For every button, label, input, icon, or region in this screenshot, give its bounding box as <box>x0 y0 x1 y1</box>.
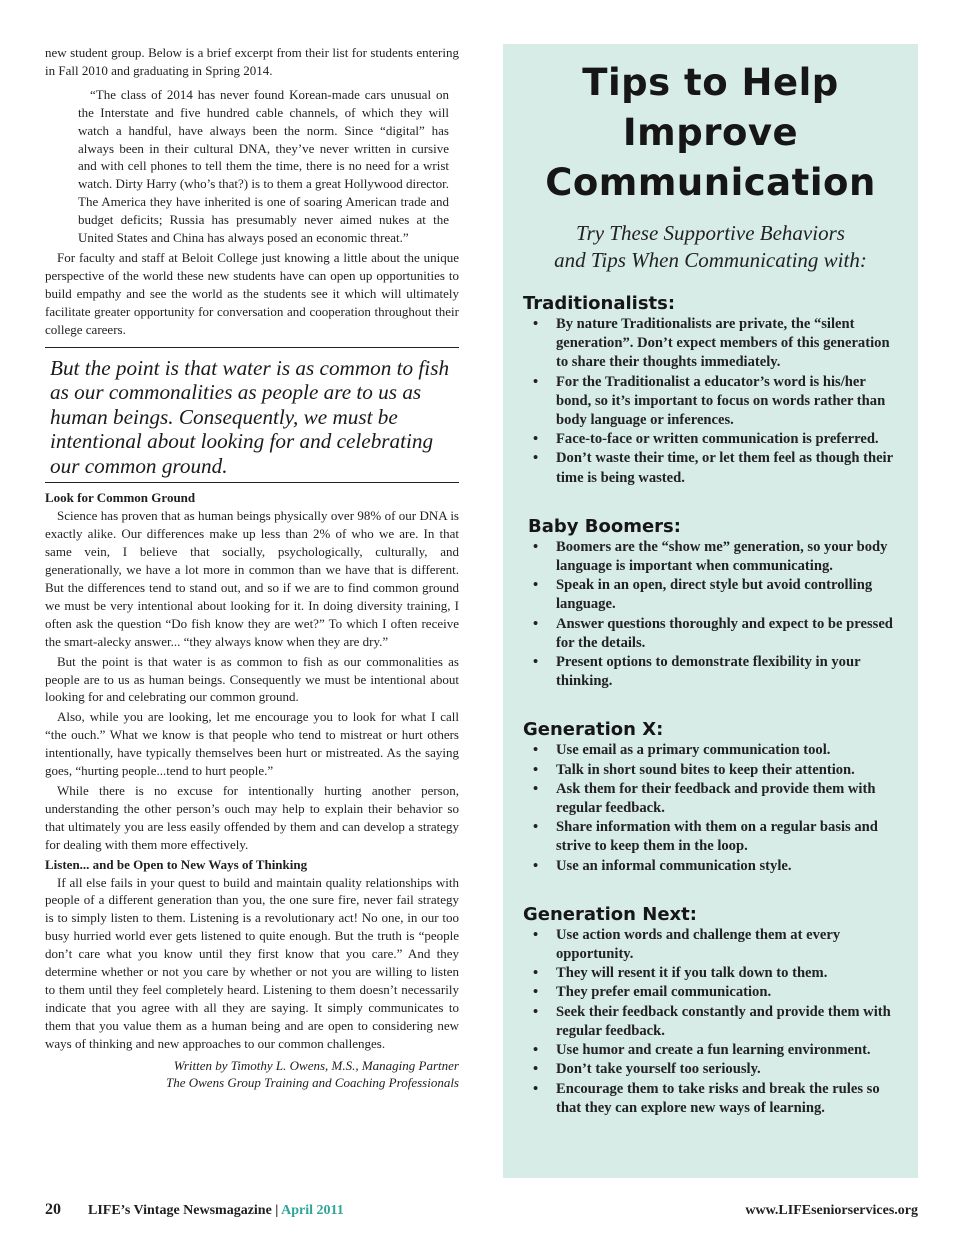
tip-item <box>531 857 900 876</box>
article-paragraph-water: But the point is that water is as common to fish as our commonalities as people are to us as human beings. Consequently we must be intentional about looking for and celebrating our common ground. <box>45 653 459 705</box>
bullet-icon: • <box>533 742 539 759</box>
tip-item <box>531 538 900 576</box>
bullet-icon: • <box>533 654 539 671</box>
tip-item <box>531 780 900 818</box>
section-heading: Baby Boomers: <box>528 515 681 537</box>
sidebar-title-line-1: Tips to Help <box>582 61 839 104</box>
heading-listen: Listen... and be Open to New Ways of Thinking <box>45 856 308 872</box>
tip-item <box>531 761 900 780</box>
tip-text: Share information with them on a regular basis and strive to keep them in the loop. <box>556 819 878 855</box>
section-heading: Generation X: <box>523 719 664 741</box>
heading-common-ground: Look for Common Ground <box>45 490 196 506</box>
bullet-icon: • <box>533 373 539 390</box>
tip-text: Boomers are the “show me” generation, so your body language is important when communicating. <box>556 538 888 575</box>
section-heading: Traditionalists: <box>523 293 676 314</box>
sidebar-subtitle-line-2: and Tips When Communicating with: <box>554 247 867 272</box>
bullet-icon: • <box>533 926 539 943</box>
bullet-icon: • <box>533 316 539 332</box>
section-traditionalists <box>523 293 900 488</box>
bullet-icon: • <box>533 965 539 982</box>
section-generation-x <box>523 719 900 875</box>
tip-text: Use email as a primary communication tool. <box>556 742 831 759</box>
publication-name: LIFE’s Vintage Newsmagazine | <box>88 1203 282 1218</box>
article-paragraph-science: Science has proven that as human beings physically over 98% of our DNA is exactly alike. Our differences make up less than 2% of who we are. In that same vein, I believe that socially, psychologically, culturally, and generationally, we have a lot more in common than we have that is different. But the differences tend to stand out, and so if we are to find common ground we must be very intentional about looking for it. In doing diversity training, I often ask the question “Do fish know they are wet?” To which I often receive the smart-alecky answer... “they always know when they are dry.” <box>45 508 459 649</box>
article-paragraph-excuse: While there is no excuse for intentionally hurting another person, understanding the other person’s ouch may help to explain their behavior so that ultimately you are less easily offended by them and can develop a strategy for dealing with them more effectively. <box>45 782 459 852</box>
tip-item <box>531 964 900 983</box>
publication-info <box>88 1203 344 1219</box>
tip-item <box>531 449 900 487</box>
tip-text: Face-to-face or written communication is preferred. <box>556 431 879 448</box>
section-heading: Generation Next: <box>523 903 697 925</box>
bullet-icon: • <box>533 1003 539 1020</box>
section-generation-next <box>523 904 900 1118</box>
tip-item <box>531 1003 900 1041</box>
tip-item <box>531 926 900 964</box>
bullet-icon: • <box>533 450 539 467</box>
tip-text: Use action words and challenge them at every opportunity. <box>556 926 841 963</box>
tip-text: Talk in short sound bites to keep their attention. <box>556 761 855 778</box>
class-of-2014-quote: “The class of 2014 has never found Korean-made cars unusual on the Interstate and five hundred cable channels, of which they will watch a handful, have always been the norm. Since “digital” has always been in their cultural DNA, they’ve never written in cursive and with cell phones to tell them the time, there is no need for a wrist watch. Dirty Harry (who’s that?) is to them a great Hollywood director. The America they have inherited is one of soaring American trade and budget deficits; Russia has presumably never aimed nukes at the United States and China has always posed an economic threat.” <box>78 86 449 246</box>
tip-text: For the Traditionalist a educator’s word is his/her bond, so it’s important to focus on words rather than body language or inferences. <box>556 373 886 429</box>
article-intro: new student group. Below is a brief excerpt from their list for students entering in Fall 2010 and graduating in Spring 2014. <box>45 45 459 78</box>
tip-text: Don’t take yourself too seriously. <box>556 1061 761 1078</box>
sidebar-subtitle <box>503 220 918 273</box>
tip-item <box>531 373 900 431</box>
tips-list <box>531 538 900 692</box>
tip-item <box>531 741 900 760</box>
tip-item <box>531 1041 900 1060</box>
sidebar-title <box>503 58 918 208</box>
article-paragraph-ouch: Also, while you are looking, let me encourage you to look for what I call “the ouch.” What we know is that people who tend to mistreat or hurt others intentionally, have typically themselves been hurt or mistreated. As the saying goes, “hurting people...tend to hurt people.” <box>45 709 459 779</box>
tips-list <box>531 926 900 1118</box>
author-byline <box>45 1057 459 1091</box>
tips-sidebar <box>503 44 918 1178</box>
bullet-icon: • <box>533 577 539 594</box>
tip-item <box>531 1080 900 1118</box>
pull-quote: But the point is that water is as common to fish as our commonalities as people are to us as human beings. Consequently, we must be intentional about looking for and celebrating our common ground. <box>45 347 459 484</box>
tip-text: Don’t waste their time, or let them feel as though their time is being wasted. <box>556 450 893 486</box>
bullet-icon: • <box>533 761 539 778</box>
tip-item <box>531 983 900 1002</box>
section-baby-boomers <box>528 516 900 692</box>
tip-text: They will resent it if you talk down to them. <box>556 965 828 982</box>
tip-text: Use an informal communication style. <box>556 857 792 874</box>
tip-text: Seek their feedback constantly and provide them with regular feedback. <box>556 1003 891 1039</box>
byline-company: The Owens Group Training and Coaching Professionals <box>165 1074 459 1090</box>
tip-text: They prefer email communication. <box>556 984 772 1001</box>
tip-item <box>531 576 900 614</box>
bullet-icon: • <box>533 615 539 632</box>
article-paragraph-faculty: For faculty and staff at Beloit College just knowing a little about the unique perspective of the world these new students have can open up opportunities to build empathy and see the world as the students see it which will ultimately facilitate greater opportunity for conversation and cooperation throughout their college careers. <box>45 249 459 337</box>
page-number: 20 <box>45 1201 61 1218</box>
bullet-icon: • <box>533 857 539 874</box>
bullet-icon: • <box>533 780 539 797</box>
tip-item <box>531 818 900 856</box>
tip-item <box>531 615 900 653</box>
tip-item <box>531 653 900 691</box>
article-column <box>45 44 459 1091</box>
tip-text: Speak in an open, direct style but avoid controlling language. <box>556 577 873 613</box>
sidebar-title-line-2: Improve <box>622 111 799 154</box>
bullet-icon: • <box>533 431 539 448</box>
tip-text: Ask them for their feedback and provide them with regular feedback. <box>556 780 876 817</box>
article-paragraph-listen: If all else fails in your quest to build and maintain quality relationships with people of a different generation than you, the one sure fire, never fail strategy is to simply listen to them. Listening is a revolutionary act! No one, in our too busy hurried world ever gets listened to quite enough. But the truth is “people don’t care what you know until they first know that you care.” And they determine whether or not you care by whether or not you are willing to listen to them until they feel completely heard. Listening to them doesn’t necessarily indicate that you agree with all they are saying. It simply communicates to them that you value them as a human being and are open to considering new ways of thinking and new approaches to our common challenges. <box>45 874 459 1051</box>
sidebar-title-line-3: Communication <box>545 161 876 204</box>
byline-author: Written by Timothy L. Owens, M.S., Managing Partner <box>173 1057 459 1073</box>
tip-item <box>531 315 900 373</box>
tip-text: Present options to demonstrate flexibility in your thinking. <box>556 654 861 690</box>
tip-text: Use humor and create a fun learning environment. <box>556 1042 871 1059</box>
bullet-icon: • <box>533 538 539 555</box>
tip-text: By nature Traditionalists are private, the “silent generation”. Don’t expect members of this generation to share their thoughts immediately. <box>556 316 890 371</box>
sidebar-subtitle-line-1: Try These Supportive Behaviors <box>576 221 845 245</box>
bullet-icon: • <box>533 984 539 1001</box>
bullet-icon: • <box>533 819 539 836</box>
website-link[interactable]: www.LIFEseniorservices.org <box>745 1203 918 1218</box>
bullet-icon: • <box>533 1061 539 1078</box>
tip-text: Answer questions thoroughly and expect to be pressed for the details. <box>556 615 893 651</box>
issue-date: April 2011 <box>281 1203 344 1218</box>
tips-list <box>531 315 900 488</box>
tip-text: Encourage them to take risks and break the rules so that they can explore new ways of learning. <box>556 1080 880 1116</box>
bullet-icon: • <box>533 1080 539 1097</box>
tip-item <box>531 430 900 449</box>
bullet-icon: • <box>533 1042 539 1059</box>
tip-item <box>531 1060 900 1079</box>
tips-list <box>531 741 900 875</box>
